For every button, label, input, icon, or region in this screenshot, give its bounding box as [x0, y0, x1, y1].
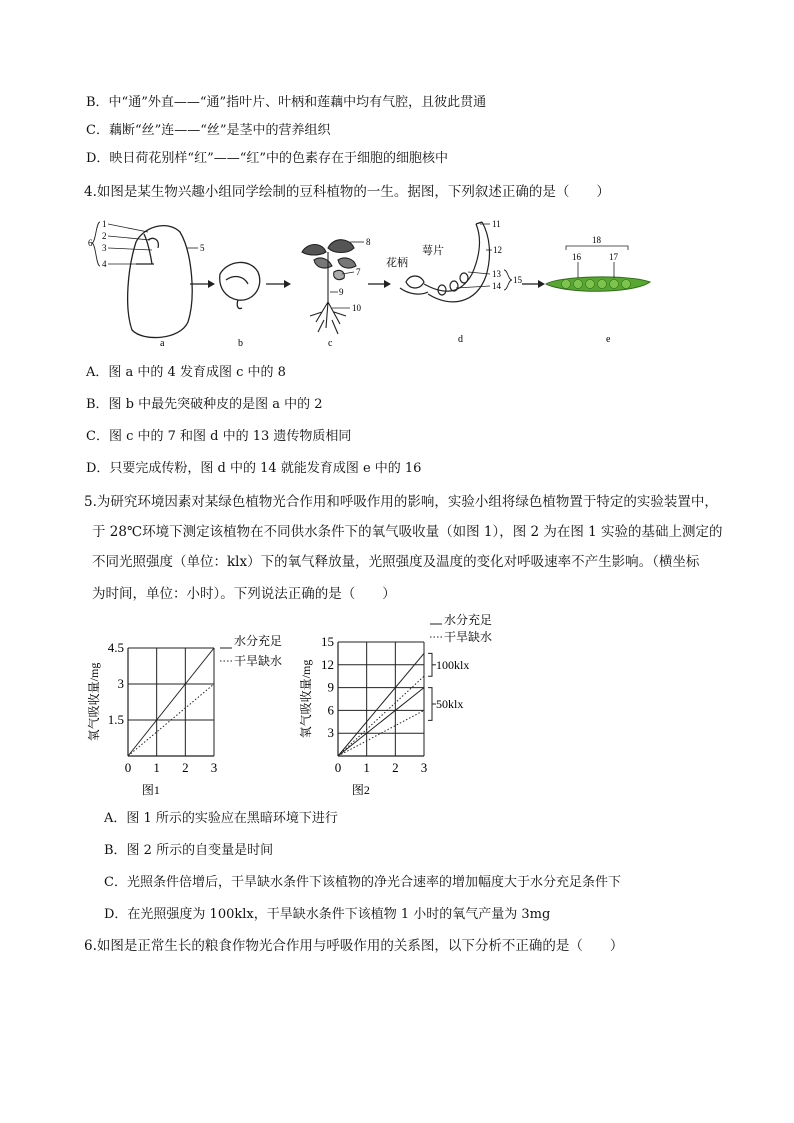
legend-label: 干旱缺水 [234, 654, 283, 668]
seed-label-5: 5 [200, 243, 205, 253]
q5-stem-line-3: 不同光照强度（单位：klx）下的氧气释放量，光照强度及温度的变化对呼吸速率不产生影响。（横坐标 [92, 554, 700, 570]
seed-label-3: 3 [102, 243, 107, 253]
pistil-label-14: 14 [492, 281, 501, 291]
q3-option-c: C．藕断“丝”连——“丝”是茎中的营养组织 [86, 123, 331, 138]
q5-option-a: A．图 1 所示的实验应在黑暗环境下进行 [104, 811, 338, 826]
x-tick-label: 1 [363, 760, 370, 775]
pea-pod-illustration [546, 277, 650, 291]
q3-option-d: D．映日荷花别样“红”——“红”中的色素存在于细胞的细胞核中 [86, 151, 449, 166]
arrow-icon [266, 280, 291, 288]
series-line [338, 676, 424, 756]
legend-label: 干旱缺水 [444, 630, 493, 644]
y-tick-label: 1.5 [107, 712, 124, 727]
y-tick-label: 9 [327, 679, 334, 695]
figure-1-chart [84, 630, 284, 800]
pod-label-18: 18 [592, 235, 601, 245]
x-tick-label: 2 [392, 760, 399, 775]
y-tick-label: 6 [327, 702, 334, 718]
arrow-icon [190, 280, 215, 288]
seed-label-4: 4 [102, 259, 107, 269]
label-flower-stalk: 花柄 [386, 257, 408, 269]
series-line [338, 688, 424, 756]
pistil-label-12: 12 [493, 245, 502, 255]
seed-label-1: 1 [102, 219, 107, 229]
y-tick-label: 3 [117, 676, 124, 691]
q5-option-c: C．光照条件倍增后，干旱缺水条件下该植物的净光合速率的增加幅度大于水分充足条件下 [104, 875, 621, 890]
y-axis-label: 氧气吸收量/mg [299, 659, 313, 739]
pistil-label-13: 13 [492, 269, 501, 279]
legend-label: 水分充足 [444, 613, 493, 627]
x-tick-label: 2 [182, 760, 189, 775]
bracket-100klx [428, 653, 432, 676]
seed-label-6: 6 [88, 238, 93, 248]
q4-option-b: B．图 b 中最先突破种皮的是图 a 中的 2 [86, 397, 323, 412]
q5-stem-line-1: 5.为研究环境因素对某绿色植物光合作用和呼吸作用的影响，实验小组将绿色植物置于特定的实验装置中， [84, 494, 718, 510]
panel-label-d: d [458, 334, 463, 345]
q5-option-d: D．在光照强度为 100klx，干旱缺水条件下该植物 1 小时的氧气产量为 3mg [104, 907, 551, 922]
pod-label-16: 16 [572, 252, 581, 262]
pod-label-17: 17 [609, 252, 618, 262]
pistil-label-11: 11 [492, 219, 501, 229]
x-tick-label: 0 [124, 760, 132, 775]
q4-stem: 4.如图是某生物兴趣小组同学绘制的豆科植物的一生。据图，下列叙述正确的是（ ） [84, 184, 610, 200]
seedling-label-8: 8 [366, 237, 371, 247]
legend-label: 水分充足 [234, 634, 283, 648]
flower-pistil-illustration [400, 222, 489, 302]
arrow-icon [522, 280, 545, 288]
series-line [128, 648, 214, 756]
chart-title: 图1 [141, 783, 160, 797]
germinating-seed-illustration [220, 262, 260, 308]
q4-option-c: C．图 c 中的 7 和图 d 中的 13 遗传物质相同 [86, 429, 352, 444]
seed-label-2: 2 [102, 231, 107, 241]
bracket-50klx [428, 688, 432, 721]
seedling-label-7: 7 [356, 267, 361, 277]
panel-label-c: c [328, 338, 333, 349]
x-tick-label: 3 [210, 760, 218, 775]
chart-title: 图2 [351, 783, 370, 797]
y-tick-label: 4.5 [107, 640, 124, 655]
panel-label-e: e [606, 334, 611, 345]
series-line [338, 653, 424, 756]
y-axis-label: 氧气吸收量/mg [87, 662, 101, 742]
arrow-icon [368, 280, 391, 288]
q5-stem-line-4: 为时间，单位：小时）。下列说法正确的是（ ） [92, 586, 396, 602]
q4-plant-lifecycle-figure [88, 212, 668, 352]
q3-option-b: B．中“通”外直——“通”指叶片、叶柄和莲藕中均有气腔，且彼此贯通 [86, 95, 487, 110]
x-tick-label: 0 [334, 760, 342, 775]
x-tick-label: 1 [153, 760, 160, 775]
seed-illustration [128, 226, 193, 338]
x-tick-label: 3 [420, 760, 428, 775]
q5-option-b: B．图 2 所示的自变量是时间 [104, 843, 274, 858]
seedling-illustration [302, 240, 356, 334]
panel-label-b: b [238, 338, 243, 349]
y-tick-label: 12 [321, 656, 334, 672]
y-tick-label: 3 [327, 725, 334, 741]
annotation-50klx: 50klx [436, 697, 464, 711]
q5-stem-line-2: 于 28℃环境下测定该植物在不同供水条件下的氧气吸收量（如图 1），图 2 为在图 1 实验的基础上测定的 [92, 524, 723, 540]
annotation-100klx: 100klx [436, 657, 470, 672]
q4-option-a: A．图 a 中的 4 发育成图 c 中的 8 [86, 365, 286, 380]
figure-2-chart [296, 612, 526, 800]
q6-stem: 6.如图是正常生长的粮食作物光合作用与呼吸作用的关系图，以下分析不正确的是（ ） [84, 938, 624, 954]
seedling-label-9: 9 [339, 287, 344, 297]
panel-label-a: a [160, 338, 165, 349]
seedling-label-10: 10 [352, 303, 361, 313]
q4-option-d: D．只要完成传粉，图 d 中的 14 就能发育成图 e 中的 16 [86, 461, 422, 476]
pistil-label-15: 15 [513, 275, 522, 285]
y-tick-label: 15 [321, 634, 334, 649]
label-sepal: 萼片 [422, 245, 444, 257]
